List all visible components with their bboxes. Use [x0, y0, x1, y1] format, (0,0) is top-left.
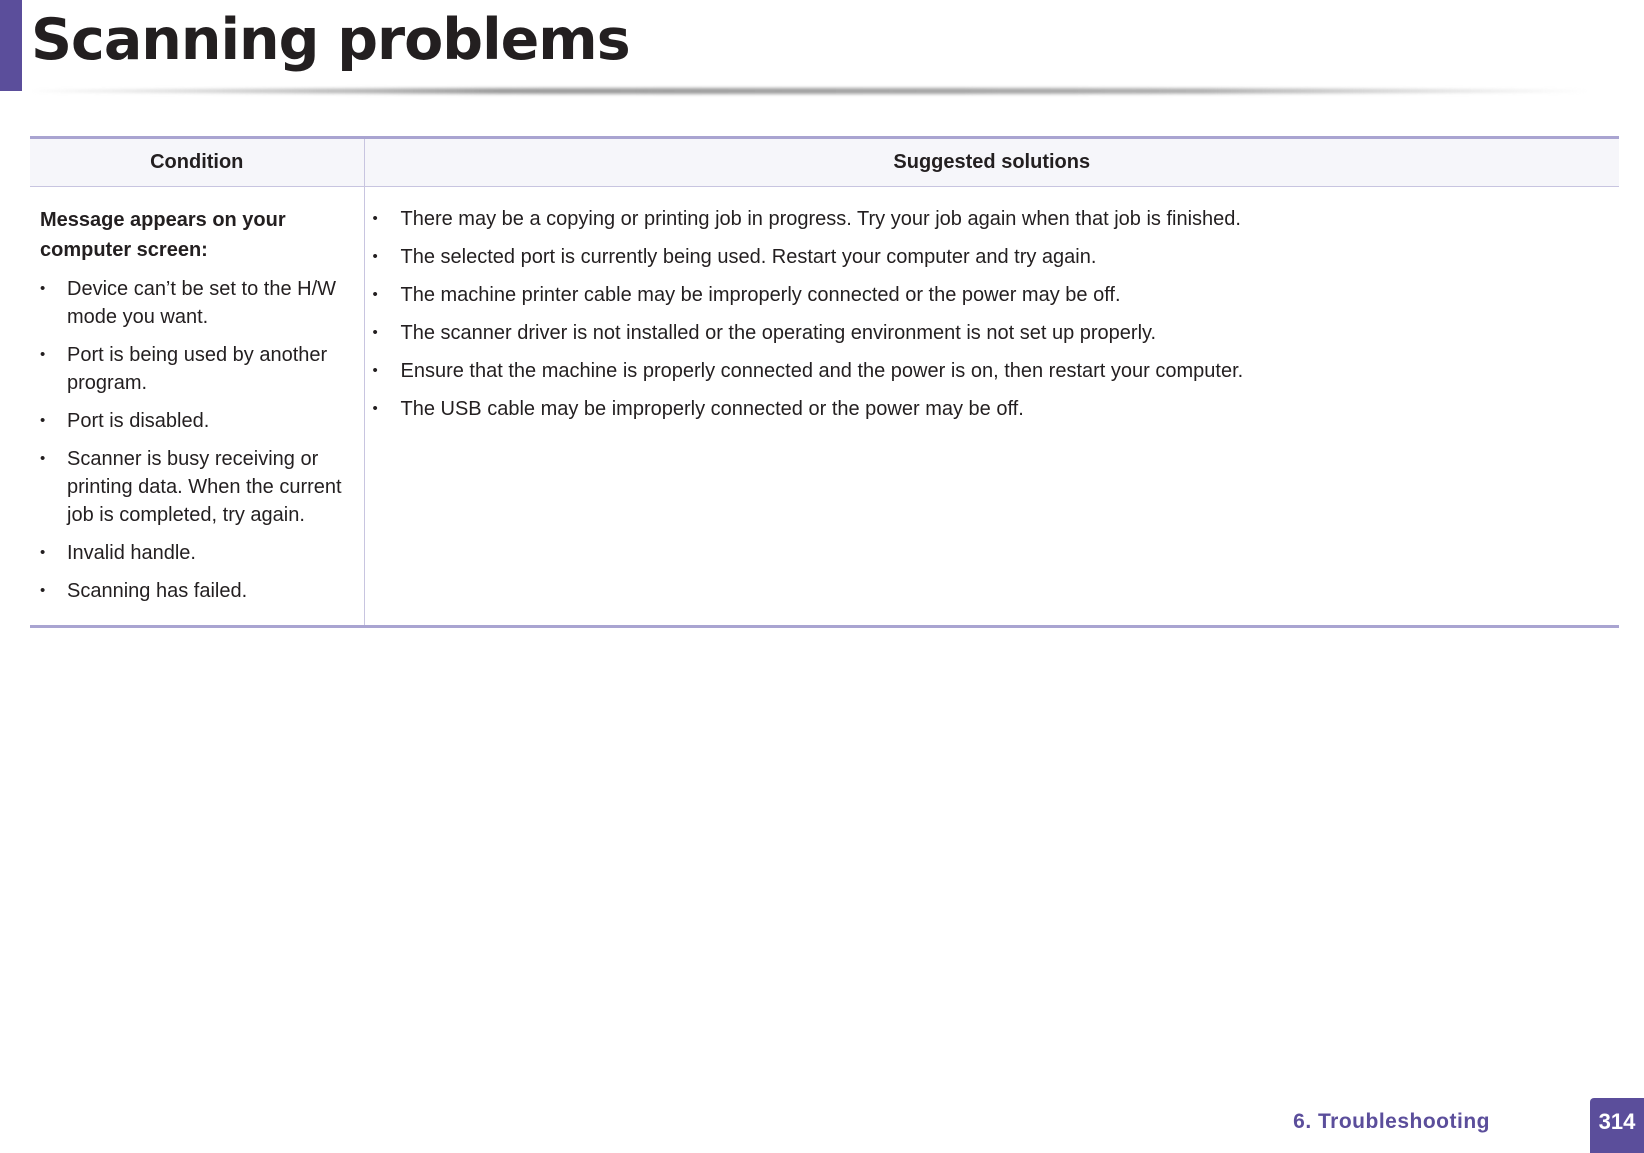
solution-item: • Ensure that the machine is properly connected and the power is on, then restart your computer. — [373, 357, 1612, 385]
troubleshooting-table — [30, 136, 1619, 628]
condition-item: • Device can’t be set to the H/W mode you want. — [40, 275, 356, 331]
solution-list — [373, 205, 1612, 423]
condition-cell — [30, 187, 364, 627]
condition-item: • Port is being used by another program. — [40, 341, 356, 397]
table-row — [30, 187, 1619, 627]
condition-item: • Port is disabled. — [40, 407, 356, 435]
footer-section-link[interactable]: 6. Troubleshooting — [1293, 1110, 1490, 1133]
condition-item: • Scanning has failed. — [40, 577, 356, 605]
condition-heading: Message appears on your computer screen: — [40, 209, 286, 261]
solution-item: • There may be a copying or printing job in progress. Try your job again when that job is finished. — [373, 205, 1612, 233]
condition-list — [40, 275, 356, 605]
condition-column-header: Condition — [30, 138, 364, 187]
condition-item: • Scanner is busy receiving or printing data. When the current job is completed, try again. — [40, 445, 356, 529]
page-title: Scanning problems — [31, 7, 630, 73]
title-divider — [33, 88, 1588, 94]
solution-item: • The scanner driver is not installed or the operating environment is not set up properly. — [373, 319, 1612, 347]
solutions-cell — [364, 187, 1619, 627]
page-number-badge: 314 — [1590, 1098, 1644, 1153]
condition-item: • Invalid handle. — [40, 539, 356, 567]
solution-item: • The machine printer cable may be improperly connected or the power may be off. — [373, 281, 1612, 309]
solution-item: • The USB cable may be improperly connected or the power may be off. — [373, 395, 1612, 423]
table-header-row — [30, 138, 1619, 187]
solutions-column-header: Suggested solutions — [364, 138, 1619, 187]
solution-item: • The selected port is currently being used. Restart your computer and try again. — [373, 243, 1612, 271]
chapter-accent-bar — [0, 0, 22, 91]
